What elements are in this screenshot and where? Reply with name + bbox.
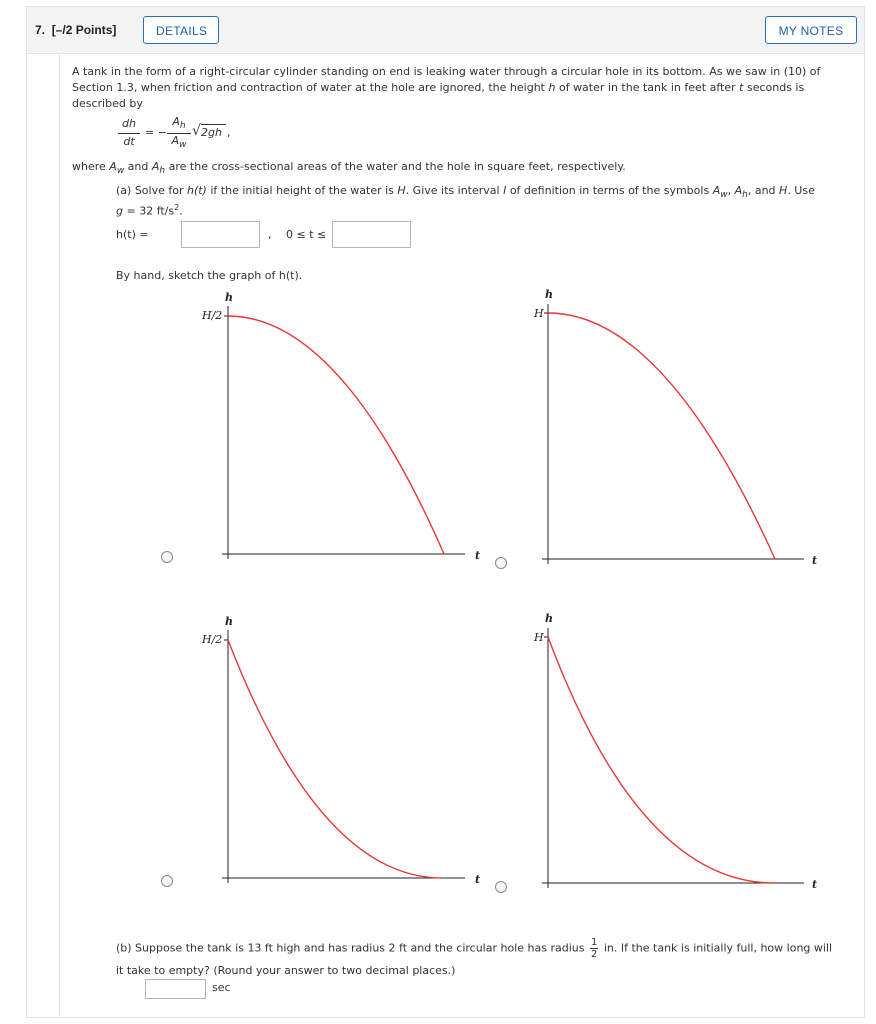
details-button[interactable]: DETAILS (143, 16, 219, 44)
graph3-ylabel: H/2 (202, 633, 223, 646)
eq-dt: dt (123, 135, 135, 148)
hole-radius-fraction: $\frac{1}{2}$ (590, 937, 598, 960)
graph4-axis-t: t (812, 878, 818, 891)
question-card (26, 6, 865, 1018)
ht-answer-input[interactable] (181, 221, 260, 248)
intro-line-3: described by (72, 97, 143, 110)
ht-label: h(t) = (116, 228, 149, 241)
my-notes-button[interactable]: MY NOTES (765, 16, 857, 44)
part-b-line-2: it take to empty? (Round your answer to two decimal places.) (116, 964, 456, 977)
eq-ah: $A_h$ (172, 115, 186, 132)
graph1-ylabel: H/2 (202, 309, 223, 322)
eq-fraction-bar-1 (118, 133, 140, 134)
graph1-axis-t: t (475, 549, 481, 562)
graph3-axis-t: t (475, 873, 481, 886)
question-body (59, 54, 863, 1016)
graph2-ylabel: H (534, 307, 544, 320)
eq-radicand: 2gh (201, 126, 222, 139)
graph-option-1 (160, 284, 481, 574)
eq-aw: $A_w$ (171, 134, 187, 151)
graph2-axis-t: t (812, 554, 818, 567)
graph4-axis-h: h (545, 612, 553, 625)
intro-line-2: Section 1.3, when friction and contraction of water at the hole are ignored, the height h of water in the tank in feet after t seconds is (72, 81, 805, 94)
eq-dh: dh (122, 117, 136, 130)
empty-time-input[interactable] (145, 979, 206, 999)
graph-option-3 (160, 608, 481, 898)
answer-comma: , (268, 228, 272, 241)
eq-sqrt-sign: √ (192, 123, 201, 139)
eq-equals-minus: = − (145, 126, 167, 139)
sketch-prompt: By hand, sketch the graph of h(t). (116, 269, 303, 282)
interval-label: 0 ≤ t ≤ (286, 228, 327, 241)
graph1-axis-h: h (225, 291, 233, 304)
time-unit: sec (212, 981, 231, 994)
eq-comma: , (227, 126, 231, 139)
question-header (27, 7, 864, 54)
part-a-line-2: g = 32 $ft/s^2$. (116, 203, 183, 218)
where-line: where $A_w$ and $A_h$ are the cross-sectional areas of the water and the hole in square feet, respectively. (72, 160, 626, 177)
graph4-curve (548, 637, 774, 883)
intro-line-1: A tank in the form of a right-circular cylinder standing on end is leaking water through a circular hole in its bottom. As we saw in (10) of (72, 65, 821, 78)
graph1-curve (228, 316, 444, 554)
graph2-curve (548, 313, 775, 559)
graph3-axis-h: h (225, 615, 233, 628)
interval-answer-input[interactable] (332, 221, 411, 248)
graph4-ylabel: H (534, 631, 544, 644)
graph2-axis-h: h (545, 288, 553, 301)
graph-option-2 (494, 286, 818, 576)
graph3-curve (228, 640, 442, 878)
question-number: 7. [–/2 Points] (35, 23, 117, 37)
part-a-line-1: (a) Solve for h(t) if the initial height of the water is H. Give its interval I of definition in terms of the symbols $A_w$, $A_h$, and H. Use (116, 184, 815, 201)
graph-option-4 (494, 610, 818, 900)
part-b-line-1: (b) Suppose the tank is 13 ft high and has radius 2 ft and the circular hole has radius $\frac{1}{2}$ in. If the tank is initially full, how long will (116, 937, 833, 960)
